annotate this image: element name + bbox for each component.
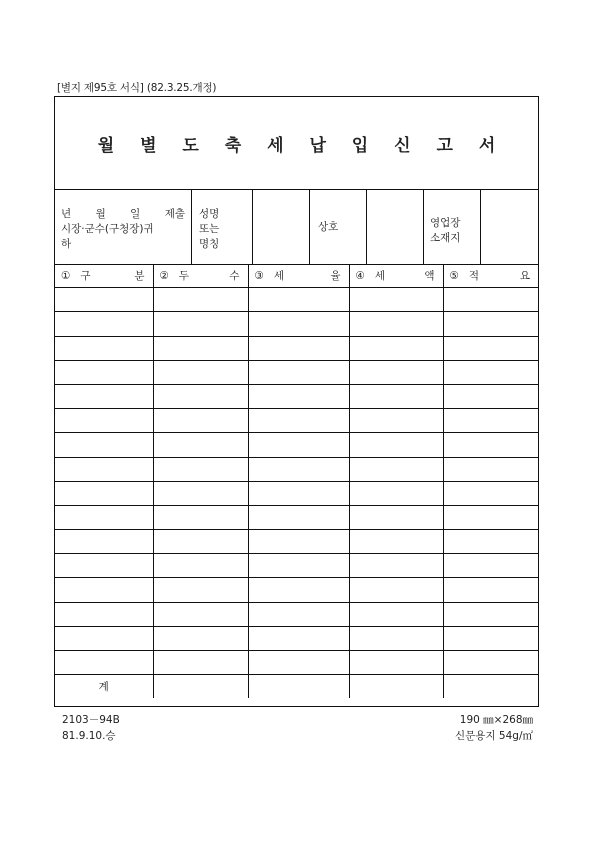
table-cell[interactable] xyxy=(248,651,349,675)
location-label-cell xyxy=(424,189,481,264)
table-cell[interactable] xyxy=(55,312,153,336)
total-cell[interactable] xyxy=(153,675,248,699)
location-field[interactable] xyxy=(481,189,538,264)
column-number: ① xyxy=(61,269,71,282)
table-row xyxy=(55,336,538,360)
table-cell[interactable] xyxy=(248,312,349,336)
table-row xyxy=(55,409,538,433)
column-header-content xyxy=(154,268,248,283)
table-cell[interactable] xyxy=(55,288,153,312)
column-header-content xyxy=(55,268,153,283)
table-cell[interactable] xyxy=(153,336,248,360)
name-label-cell xyxy=(192,189,253,264)
table-cell[interactable] xyxy=(153,481,248,505)
table-cell[interactable] xyxy=(248,336,349,360)
table-cell[interactable] xyxy=(248,554,349,578)
table-cell[interactable] xyxy=(153,554,248,578)
column-label-end: 요 xyxy=(519,270,530,283)
table-cell[interactable] xyxy=(55,481,153,505)
table-cell[interactable] xyxy=(55,505,153,529)
tax-table xyxy=(55,264,538,698)
table-row xyxy=(55,505,538,529)
table-cell[interactable] xyxy=(153,651,248,675)
table-cell[interactable] xyxy=(349,360,443,384)
name-label-line2: 또는 xyxy=(199,223,220,235)
table-cell[interactable] xyxy=(443,651,538,675)
total-label: 계 xyxy=(55,675,153,699)
table-cell[interactable] xyxy=(443,505,538,529)
table-cell[interactable] xyxy=(153,578,248,602)
name-label-line3: 명칭 xyxy=(199,238,220,250)
footer-right xyxy=(455,712,533,744)
paper-size: 190 ㎜×268㎜ xyxy=(459,714,533,726)
table-cell[interactable] xyxy=(349,554,443,578)
table-cell[interactable] xyxy=(248,384,349,408)
column-label-end: 수 xyxy=(229,270,240,283)
form-title: 월 별 도 축 세 납 입 신 고 서 xyxy=(97,135,506,156)
table-cell[interactable] xyxy=(349,505,443,529)
table-row xyxy=(55,651,538,675)
table-cell[interactable] xyxy=(443,433,538,457)
submit-label: 제출 xyxy=(164,208,185,220)
column-number: ② xyxy=(159,269,169,282)
table-cell[interactable] xyxy=(248,578,349,602)
table-cell[interactable] xyxy=(55,360,153,384)
column-label xyxy=(469,268,530,283)
table-cell[interactable] xyxy=(153,505,248,529)
table-cell[interactable] xyxy=(55,626,153,650)
table-cell[interactable] xyxy=(443,409,538,433)
table-row xyxy=(55,626,538,650)
footer-left xyxy=(62,712,120,744)
table-cell[interactable] xyxy=(443,336,538,360)
table-cell[interactable] xyxy=(443,554,538,578)
table-cell[interactable] xyxy=(349,409,443,433)
trade-name-label xyxy=(310,189,367,264)
table-row xyxy=(55,602,538,626)
table-row xyxy=(55,481,538,505)
total-cell[interactable] xyxy=(248,675,349,699)
table-cell[interactable] xyxy=(55,336,153,360)
table-cell[interactable] xyxy=(153,602,248,626)
table-cell[interactable] xyxy=(55,530,153,554)
column-label-start: 세 xyxy=(374,270,386,283)
column-label-start: 세 xyxy=(273,270,285,283)
table-cell[interactable] xyxy=(443,457,538,481)
table-cell[interactable] xyxy=(153,384,248,408)
year-label: 년 xyxy=(61,208,72,220)
table-cell[interactable] xyxy=(349,457,443,481)
table-cell[interactable] xyxy=(153,312,248,336)
table-cell[interactable] xyxy=(153,433,248,457)
table-cell[interactable] xyxy=(443,481,538,505)
total-row xyxy=(55,675,538,699)
title-row xyxy=(55,97,538,190)
table-header-row xyxy=(55,264,538,288)
table-cell[interactable] xyxy=(55,409,153,433)
location-label-line2: 소재지 xyxy=(430,232,461,244)
table-cell[interactable] xyxy=(349,602,443,626)
table-cell[interactable] xyxy=(248,626,349,650)
table-cell[interactable] xyxy=(349,578,443,602)
table-cell[interactable] xyxy=(443,312,538,336)
table-cell[interactable] xyxy=(153,409,248,433)
approval-date: 81.9.10.승 xyxy=(62,730,116,742)
table-cell[interactable] xyxy=(349,384,443,408)
table-row xyxy=(55,312,538,336)
table-row xyxy=(55,554,538,578)
table-row xyxy=(55,530,538,554)
table-cell[interactable] xyxy=(153,626,248,650)
table-row xyxy=(55,288,538,312)
day-label: 일 xyxy=(130,208,141,220)
table-row xyxy=(55,433,538,457)
table-cell[interactable] xyxy=(349,312,443,336)
column-header xyxy=(443,264,538,288)
table-cell[interactable] xyxy=(443,384,538,408)
total-cell[interactable] xyxy=(349,675,443,699)
month-label: 월 xyxy=(95,208,106,220)
table-cell[interactable] xyxy=(443,530,538,554)
total-cell[interactable] xyxy=(443,675,538,699)
column-label xyxy=(80,268,144,283)
table-cell[interactable] xyxy=(153,530,248,554)
column-header-content xyxy=(350,268,443,283)
table-cell[interactable] xyxy=(55,651,153,675)
table-cell[interactable] xyxy=(443,360,538,384)
table-row xyxy=(55,457,538,481)
form-code: 2103－94B xyxy=(62,714,120,726)
table-cell[interactable] xyxy=(248,409,349,433)
column-number: ④ xyxy=(355,269,365,282)
recipient-label: 시장·군수(구청장)귀 xyxy=(61,223,154,235)
table-cell[interactable] xyxy=(248,360,349,384)
paper-spec: 신문용지 54g/㎡ xyxy=(455,730,533,742)
recipient-suffix: 하 xyxy=(61,238,72,250)
table-row xyxy=(55,360,538,384)
table-cell[interactable] xyxy=(443,578,538,602)
table-cell[interactable] xyxy=(443,288,538,312)
table-cell[interactable] xyxy=(55,554,153,578)
table-cell[interactable] xyxy=(349,433,443,457)
table-cell[interactable] xyxy=(248,288,349,312)
table-cell[interactable] xyxy=(349,626,443,650)
column-label-end: 액 xyxy=(424,270,435,283)
table-cell[interactable] xyxy=(153,457,248,481)
table-row xyxy=(55,578,538,602)
table-cell[interactable] xyxy=(248,530,349,554)
table-cell[interactable] xyxy=(55,602,153,626)
column-label-end: 율 xyxy=(330,270,341,283)
table-cell[interactable] xyxy=(55,433,153,457)
table-cell[interactable] xyxy=(248,457,349,481)
table-row xyxy=(55,384,538,408)
column-label xyxy=(375,268,435,283)
column-label-start: 두 xyxy=(178,270,190,283)
name-field[interactable] xyxy=(253,189,310,264)
table-cell[interactable] xyxy=(153,360,248,384)
name-label-line1: 성명 xyxy=(199,208,220,220)
column-header xyxy=(153,264,248,288)
column-label-start: 적 xyxy=(468,270,480,283)
date-line xyxy=(61,207,185,222)
location-label-line1: 영업장 xyxy=(430,217,461,229)
column-number: ③ xyxy=(254,269,264,282)
column-label-start: 구 xyxy=(80,270,91,283)
table-cell[interactable] xyxy=(153,288,248,312)
table-cell[interactable] xyxy=(349,288,443,312)
column-header xyxy=(248,264,349,288)
table-cell[interactable] xyxy=(248,433,349,457)
column-label-end: 분 xyxy=(134,270,145,283)
table-cell[interactable] xyxy=(248,481,349,505)
table-cell[interactable] xyxy=(55,457,153,481)
trade-name-field[interactable] xyxy=(367,189,424,264)
table-cell[interactable] xyxy=(349,530,443,554)
table-cell[interactable] xyxy=(55,384,153,408)
column-header-content xyxy=(444,268,539,283)
column-label xyxy=(274,268,341,283)
report-form xyxy=(54,96,539,707)
table-cell[interactable] xyxy=(443,626,538,650)
column-header xyxy=(349,264,443,288)
submission-date-cell[interactable] xyxy=(55,189,192,264)
table-cell[interactable] xyxy=(55,578,153,602)
table-cell[interactable] xyxy=(349,336,443,360)
table-cell[interactable] xyxy=(248,602,349,626)
info-row xyxy=(55,189,538,265)
table-cell[interactable] xyxy=(349,481,443,505)
column-label xyxy=(179,268,240,283)
table-cell[interactable] xyxy=(349,651,443,675)
column-header-content xyxy=(249,268,349,283)
column-number: ⑤ xyxy=(449,269,459,282)
table-cell[interactable] xyxy=(443,602,538,626)
column-header xyxy=(55,264,153,288)
table-cell[interactable] xyxy=(248,505,349,529)
trade-name-text: 상호 xyxy=(318,221,339,233)
form-reference: [별지 제95호 서식] (82.3.25.개정) xyxy=(57,82,217,94)
